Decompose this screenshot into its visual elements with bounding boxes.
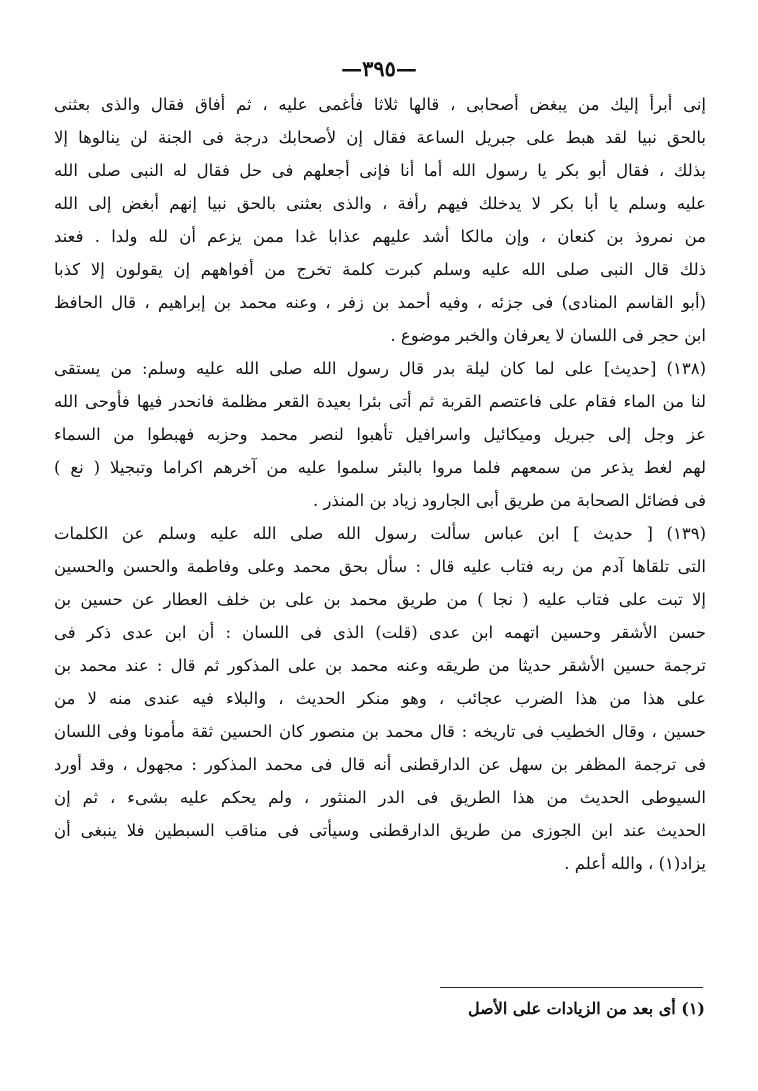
text-line: عز وجل إلى جبريل وميكائيل واسرافيل تأهبوا لنصر محمد وحزبه فهبطوا من السماء [54, 425, 706, 444]
text-line: (١٣٩) [ حديث ] ابن عباس سألت رسول الله صلى الله عليه وسلم عن الكلمات [54, 524, 706, 543]
text-line: التى تلقاها آدم من ربه فتاب عليه قال : سأل بحق محمد وعلى وفاطمة والحسن والحسين [54, 557, 706, 576]
text-line: ترجمة حسين الأشقر حديثا من طريقه وعنه محمد بن على المذكور ثم قال : عند محمد بن [54, 656, 706, 675]
body-text [54, 88, 706, 880]
text-line: على هذا من هذا الضرب عجائب ، وهو منكر الحديث ، والبلاء فيه عندى منه لا من [54, 689, 706, 708]
text-line: إنى أبرأ إليك من يبغض أصحابى ، قالها ثلاثا فأغمى عليه ، ثم أفاق فقال والذى بعثنى [54, 95, 706, 114]
text-line: السيوطى الحديث من هذا الطريق فى الدر المنثور ، ولم يحكم عليه بشىء ، ثم إن [54, 788, 706, 807]
text-line: فى ترجمة المظفر بن سهل عن الدارقطنى أنه قال فى محمد المذكور : مجهول ، وقد أورد [54, 755, 706, 774]
text-line: ابن حجر فى اللسان لا يعرفان والخبر موضوع . [390, 326, 706, 345]
text-line: إلا تبت على فتاب عليه ( نجا ) من طريق محمد بن على بن خلف العطار عن حسين بن [54, 590, 706, 609]
text-line: ذلك قال النبى صلى الله عليه وسلم كبرت كلمة تخرج من أفواههم إن يقولون إلا كذبا [54, 260, 706, 279]
text-line: (١٣٨) [حديث] على لما كان ليلة بدر قال رسول الله صلى الله عليه وسلم: من يستقى [54, 359, 706, 378]
text-line: لنا من الماء فقام على فاعتصم القربة ثم أتى بئرا بعيدة القعر مظلمة فانحدر فيها فأوحى الله [54, 392, 706, 411]
text-line: (أبو القاسم المنادى) فى جزئه ، وفيه أحمد بن زفر ، وعنه محمد بن إبراهيم ، قال الحافظ [54, 293, 706, 312]
text-line: يزاد(١) ، والله أعلم . [564, 854, 706, 873]
text-line: حسين ، وقال الخطيب فى تاريخه : قال محمد بن منصور كان الحسين ثقة مأمونا وفى اللسان [54, 722, 706, 741]
text-line: لهم لغط يذعر من سمعهم فلما مروا بالبئر سلموا عليه من آخرهم اكراما وتبجيلا ( نع ) [54, 458, 706, 477]
text-line: حسن الأشقر وحسين اتهمه ابن عدى (قلت) الذى فى اللسان : أن ابن عدى ذكر فى [54, 623, 706, 642]
text-line: بذلك ، فقال أبو بكر يا رسول الله أما أنا فإنى أجعلهم فى حل فقال له النبى صلى الله [54, 161, 706, 180]
text-line: الحديث عند ابن الجوزى من طريق الدارقطنى وسيأتى فى مناقب السبطين فلا ينبغى أن [54, 821, 706, 840]
text-line: عليه وسلم يا أبا بكر لا يدخلك فيهم رأفة ، والذى بعثنى بالحق نبيا إنهم أبغض إلى الله [54, 194, 706, 213]
footnote-divider [440, 987, 703, 988]
footnote: (١) أى بعد من الزيادات على الأصل [467, 999, 705, 1018]
page-number: —٣٩٥— [341, 56, 417, 81]
text-line: فى فضائل الصحابة من طريق أبى الجارود زياد بن المنذر . [312, 491, 706, 510]
text-line: من نمروذ بن كنعان ، وإن مالكا أشد عليهم عذابا غدا ممن يزعم أن لله ولدا . فعند [54, 227, 706, 246]
text-line: بالحق نبيا لقد هبط على جبريل الساعة فقال إن لأصحابك درجة فى الجنة لن ينالوها إلا [54, 128, 706, 147]
